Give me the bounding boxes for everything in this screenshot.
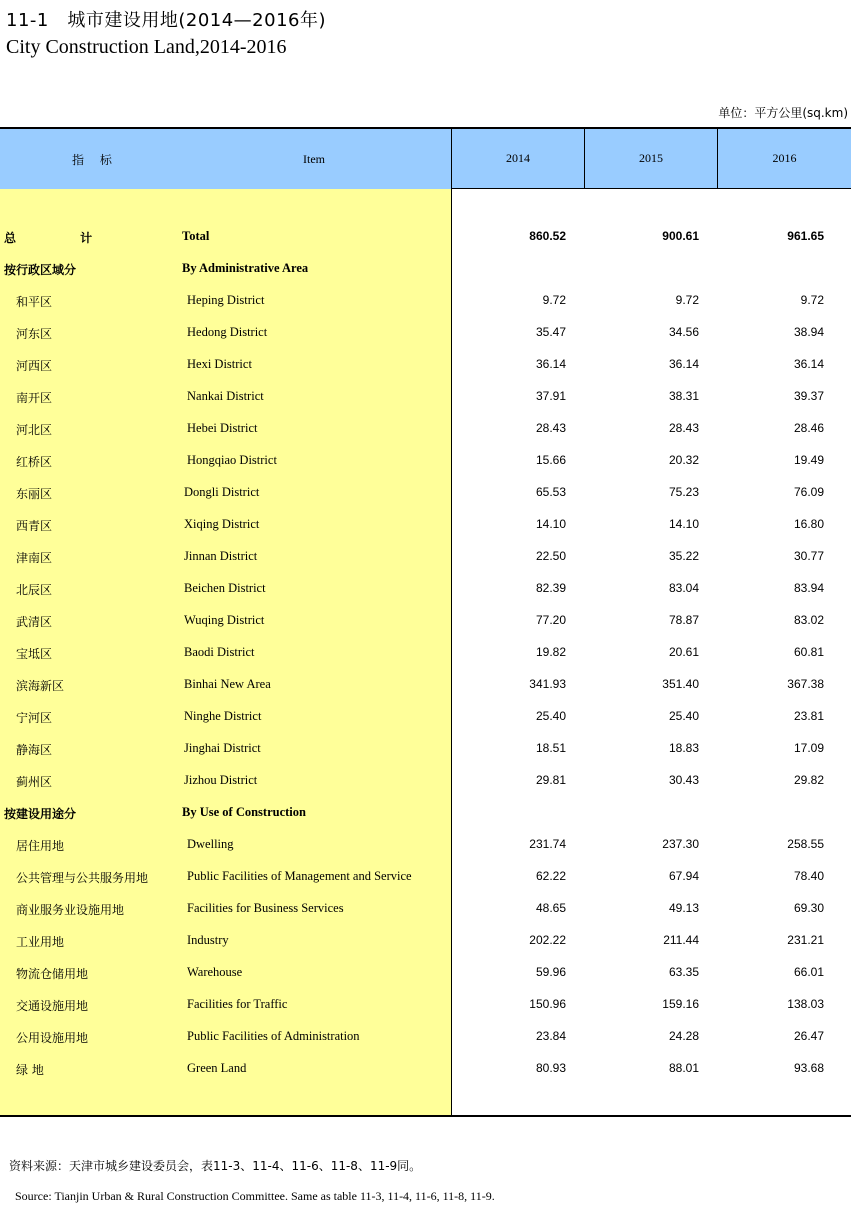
table-row bbox=[0, 1053, 851, 1085]
value-cell-2014: 82.39 bbox=[535, 581, 566, 595]
row-label-en: Green Land bbox=[187, 1061, 247, 1075]
table-row bbox=[0, 477, 851, 509]
value-cell-2015: 159.16 bbox=[662, 997, 699, 1011]
value-cell-2015: 211.44 bbox=[663, 933, 699, 947]
row-label-en: Dongli District bbox=[184, 485, 260, 499]
row-label-en: Industry bbox=[187, 933, 229, 947]
row-label-cn: 商业服务业设施用地 bbox=[16, 903, 125, 917]
row-label-en: By Use of Construction bbox=[182, 805, 306, 819]
table-row bbox=[0, 925, 851, 957]
value-cell-2016: 76.09 bbox=[793, 485, 824, 499]
row-label-en: Wuqing District bbox=[184, 613, 265, 627]
value-cell-2014: 15.66 bbox=[535, 453, 566, 467]
value-cell-2014: 341.93 bbox=[529, 677, 566, 691]
value-cell-2015: 35.22 bbox=[668, 549, 699, 563]
value-cell-2016: 23.81 bbox=[793, 709, 824, 723]
value-cell-2015: 83.04 bbox=[668, 581, 699, 595]
table-row bbox=[0, 605, 851, 637]
value-cell-2015: 36.14 bbox=[668, 357, 699, 371]
row-label-cn: 公共管理与公共服务用地 bbox=[16, 871, 149, 885]
table-row bbox=[0, 541, 851, 573]
table-row bbox=[0, 957, 851, 989]
row-label-en: Public Facilities of Administration bbox=[187, 1029, 360, 1043]
row-label-cn: 按行政区域分 bbox=[4, 263, 77, 277]
row-label-en: Hexi District bbox=[187, 357, 252, 371]
value-cell-2016: 138.03 bbox=[787, 997, 824, 1011]
table-row bbox=[0, 573, 851, 605]
table-row bbox=[0, 733, 851, 765]
row-label-en: Jinnan District bbox=[184, 549, 258, 563]
page-title-en: City Construction Land,2014-2016 bbox=[6, 36, 287, 58]
row-label-en: Dwelling bbox=[187, 837, 234, 851]
value-cell-2015: 351.40 bbox=[662, 677, 699, 691]
row-label-cn: 静海区 bbox=[16, 743, 53, 757]
row-label-cn: 河东区 bbox=[16, 327, 53, 341]
value-cell-2016: 29.82 bbox=[793, 773, 824, 787]
row-label-en: Warehouse bbox=[187, 965, 243, 979]
row-label-cn: 按建设用途分 bbox=[4, 807, 77, 821]
value-cell-2016: 66.01 bbox=[793, 965, 824, 979]
value-cell-2014: 36.14 bbox=[535, 357, 566, 371]
row-label-en: Nankai District bbox=[187, 389, 264, 403]
row-label-cn: 工业用地 bbox=[16, 935, 65, 949]
header-year-2015: 2015 bbox=[584, 129, 717, 189]
value-cell-2014: 25.40 bbox=[535, 709, 566, 723]
value-cell-2014: 59.96 bbox=[535, 965, 566, 979]
row-label-en: By Administrative Area bbox=[182, 261, 309, 275]
value-cell-2015: 75.23 bbox=[668, 485, 699, 499]
table-row bbox=[0, 445, 851, 477]
row-label-en: Xiqing District bbox=[184, 517, 260, 531]
value-cell-2014: 77.20 bbox=[535, 613, 566, 627]
value-cell-2016: 17.09 bbox=[793, 741, 824, 755]
value-cell-2014: 23.84 bbox=[535, 1029, 566, 1043]
value-cell-2014: 22.50 bbox=[535, 549, 566, 563]
value-cell-2016: 60.81 bbox=[793, 645, 824, 659]
table-row bbox=[0, 509, 851, 541]
row-label-cn: 物流仓储用地 bbox=[16, 967, 89, 981]
value-cell-2016: 30.77 bbox=[793, 549, 824, 563]
value-cell-2015: 34.56 bbox=[668, 325, 699, 339]
table-row bbox=[0, 381, 851, 413]
value-cell-2014: 37.91 bbox=[535, 389, 566, 403]
row-label-en: Hedong District bbox=[187, 325, 268, 339]
value-cell-2015: 18.83 bbox=[668, 741, 699, 755]
value-cell-2015: 14.10 bbox=[668, 517, 699, 531]
value-cell-2016: 39.37 bbox=[793, 389, 824, 403]
table-row bbox=[0, 637, 851, 669]
value-cell-2016: 28.46 bbox=[793, 421, 824, 435]
value-cell-2014: 35.47 bbox=[535, 325, 566, 339]
value-cell-2016: 367.38 bbox=[787, 677, 824, 691]
row-label-cn: 北辰区 bbox=[16, 583, 53, 597]
table-row bbox=[0, 317, 851, 349]
value-cell-2014: 202.22 bbox=[529, 933, 566, 947]
row-label-cn: 西青区 bbox=[16, 519, 53, 533]
source-note-en: Source: Tianjin Urban & Rural Construction Committee. Same as table 11-3, 11-4, 11-6, 11-8, 11-9. bbox=[15, 1189, 495, 1203]
row-label-cn: 宁河区 bbox=[16, 711, 53, 725]
value-cell-2014: 9.72 bbox=[542, 293, 566, 307]
table-row bbox=[0, 829, 851, 861]
value-cell-2015: 24.28 bbox=[668, 1029, 699, 1043]
value-cell-2015: 30.43 bbox=[668, 773, 699, 787]
header-indicator-cn: 指 标 bbox=[72, 153, 118, 167]
table-row bbox=[0, 765, 851, 797]
row-label-cn: 东丽区 bbox=[16, 487, 53, 501]
row-label-cn: 滨海新区 bbox=[16, 679, 65, 693]
value-cell-2014: 28.43 bbox=[535, 421, 566, 435]
value-cell-2014: 150.96 bbox=[529, 997, 566, 1011]
row-label-cn: 河北区 bbox=[16, 423, 53, 437]
row-label-cn: 宝坻区 bbox=[16, 647, 53, 661]
value-cell-2014: 14.10 bbox=[535, 517, 566, 531]
source-note-cn: 资料来源：天津市城乡建设委员会，表11-3、11-4、11-6、11-8、11-9同。 bbox=[9, 1159, 422, 1173]
value-cell-2014: 18.51 bbox=[535, 741, 566, 755]
value-cell-2016: 93.68 bbox=[793, 1061, 824, 1075]
value-cell-2014: 19.82 bbox=[535, 645, 566, 659]
row-label-en: Heping District bbox=[187, 293, 265, 307]
value-cell-2014: 231.74 bbox=[529, 837, 566, 851]
header-item-en: Item bbox=[303, 152, 325, 166]
value-cell-2016: 26.47 bbox=[793, 1029, 824, 1043]
value-cell-2014: 80.93 bbox=[535, 1061, 566, 1075]
table-row bbox=[0, 701, 851, 733]
value-cell-2015: 63.35 bbox=[668, 965, 699, 979]
header-year-2016: 2016 bbox=[717, 129, 851, 189]
table-row bbox=[0, 413, 851, 445]
value-cell-2015: 28.43 bbox=[668, 421, 699, 435]
table-row bbox=[0, 285, 851, 317]
value-cell-2016: 231.21 bbox=[787, 933, 824, 947]
value-cell-2016: 78.40 bbox=[793, 869, 824, 883]
row-label-en: Jizhou District bbox=[184, 773, 258, 787]
value-cell-2016: 258.55 bbox=[787, 837, 824, 851]
unit-label: 单位：平方公里(sq.km) bbox=[718, 106, 848, 120]
value-cell-2014: 65.53 bbox=[535, 485, 566, 499]
row-label-cn: 蓟州区 bbox=[16, 775, 53, 789]
value-cell-2014: 860.52 bbox=[529, 229, 566, 243]
header-year-2014: 2014 bbox=[451, 129, 584, 189]
table-row bbox=[0, 349, 851, 381]
row-label-en: Public Facilities of Management and Service bbox=[187, 869, 412, 883]
value-cell-2015: 67.94 bbox=[668, 869, 699, 883]
row-label-cn: 河西区 bbox=[16, 359, 53, 373]
row-label-cn: 总 计 bbox=[4, 231, 123, 245]
value-cell-2015: 20.61 bbox=[668, 645, 699, 659]
value-cell-2016: 961.65 bbox=[787, 229, 824, 243]
row-label-en: Hebei District bbox=[187, 421, 258, 435]
section-header-use bbox=[0, 797, 851, 829]
value-cell-2016: 9.72 bbox=[800, 293, 824, 307]
header-label-cell bbox=[0, 129, 451, 190]
row-label-en: Beichen District bbox=[184, 581, 266, 595]
value-cell-2016: 19.49 bbox=[793, 453, 824, 467]
row-label-en: Facilities for Business Services bbox=[187, 901, 344, 915]
row-label-cn: 交通设施用地 bbox=[16, 999, 89, 1013]
value-cell-2015: 38.31 bbox=[668, 389, 699, 403]
row-label-cn: 绿 地 bbox=[16, 1063, 44, 1077]
table-row bbox=[0, 989, 851, 1021]
row-label-cn: 红桥区 bbox=[16, 455, 53, 469]
value-cell-2016: 69.30 bbox=[793, 901, 824, 915]
row-label-en: Facilities for Traffic bbox=[187, 997, 288, 1011]
value-cell-2016: 36.14 bbox=[793, 357, 824, 371]
section-header-admin bbox=[0, 253, 851, 285]
value-cell-2014: 29.81 bbox=[535, 773, 566, 787]
value-cell-2016: 83.02 bbox=[793, 613, 824, 627]
row-label-cn: 和平区 bbox=[16, 295, 53, 309]
row-label-en: Baodi District bbox=[184, 645, 255, 659]
row-label-en: Hongqiao District bbox=[187, 453, 277, 467]
row-label-cn: 津南区 bbox=[16, 551, 53, 565]
row-label-cn: 公用设施用地 bbox=[16, 1031, 89, 1045]
total-row bbox=[0, 221, 851, 253]
value-cell-2016: 16.80 bbox=[793, 517, 824, 531]
value-cell-2015: 78.87 bbox=[668, 613, 699, 627]
value-cell-2015: 20.32 bbox=[668, 453, 699, 467]
value-cell-2015: 900.61 bbox=[662, 229, 699, 243]
row-label-cn: 武清区 bbox=[16, 615, 53, 629]
row-label-en: Binhai New Area bbox=[184, 677, 271, 691]
value-cell-2014: 48.65 bbox=[535, 901, 566, 915]
value-cell-2015: 237.30 bbox=[662, 837, 699, 851]
value-cell-2016: 83.94 bbox=[793, 581, 824, 595]
table-row bbox=[0, 669, 851, 701]
table-row bbox=[0, 893, 851, 925]
value-cell-2016: 38.94 bbox=[793, 325, 824, 339]
row-label-en: Jinghai District bbox=[184, 741, 261, 755]
table-row bbox=[0, 1021, 851, 1053]
value-cell-2015: 25.40 bbox=[668, 709, 699, 723]
value-cell-2015: 9.72 bbox=[675, 293, 699, 307]
value-cell-2015: 88.01 bbox=[668, 1061, 699, 1075]
table-row bbox=[0, 861, 851, 893]
page-title-cn: 11-1 城市建设用地(2014—2016年) bbox=[6, 10, 327, 31]
row-label-cn: 居住用地 bbox=[16, 839, 65, 853]
value-cell-2015: 49.13 bbox=[668, 901, 699, 915]
row-label-en: Ninghe District bbox=[184, 709, 262, 723]
value-cell-2014: 62.22 bbox=[535, 869, 566, 883]
row-label-cn: 南开区 bbox=[16, 391, 53, 405]
row-label-en: Total bbox=[182, 229, 210, 243]
data-table bbox=[0, 127, 851, 1117]
